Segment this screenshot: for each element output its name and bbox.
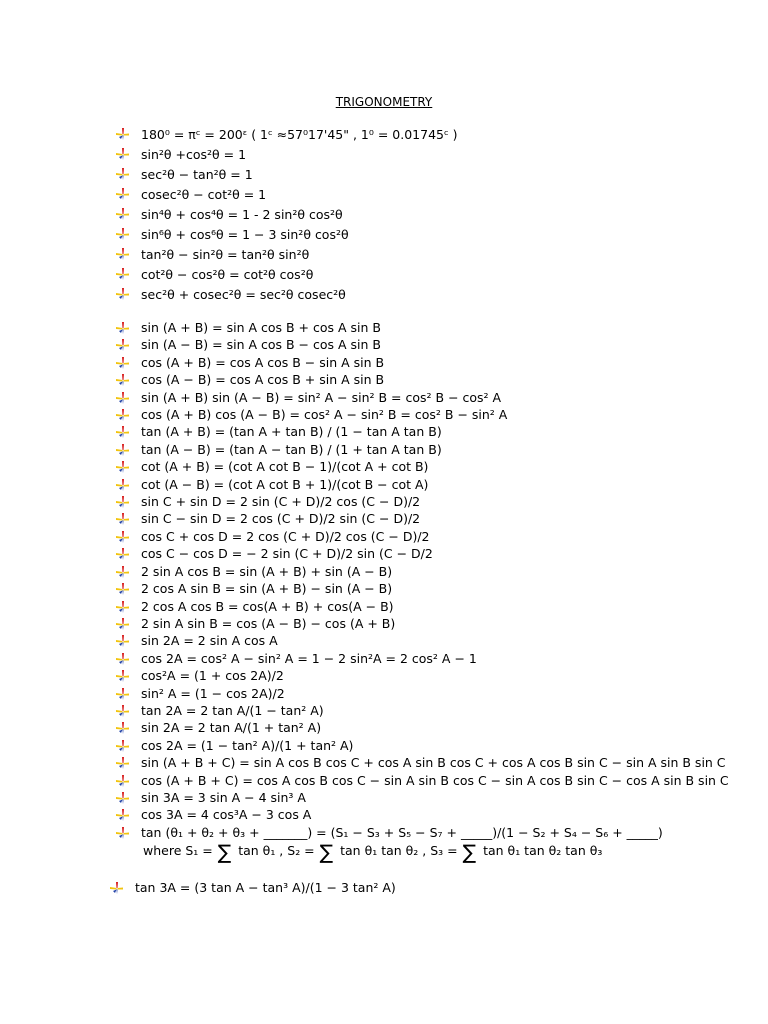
pushpin-bullet-icon xyxy=(116,635,129,647)
formula-text: sin 2A = 2 tan A/(1 + tan² A) xyxy=(141,720,322,736)
pushpin-bullet-icon xyxy=(116,670,129,682)
formula-text: sin² A = (1 − cos 2A)/2 xyxy=(141,685,285,701)
formula-text: tan²θ − sin²θ = tan²θ sin²θ xyxy=(141,247,310,262)
formula-item xyxy=(116,225,756,245)
pushpin-bullet-icon xyxy=(116,268,129,280)
formula-text: cos C + cos D = 2 cos (C + D)/2 cos (C − D)/2 xyxy=(141,528,430,544)
pushpin-bullet-icon xyxy=(116,566,129,578)
formula-item xyxy=(116,476,756,493)
formula-text: sec²θ − tan²θ = 1 xyxy=(141,167,253,182)
pushpin-bullet-icon xyxy=(116,128,129,140)
sigma-symbol: ∑ xyxy=(217,840,232,865)
pushpin-bullet-icon xyxy=(116,775,129,787)
where-text-2: tan θ₁ , S₂ = xyxy=(238,843,315,859)
formula-item xyxy=(116,754,756,771)
formula-item xyxy=(116,563,756,580)
formula-item xyxy=(116,772,756,789)
pushpin-bullet-icon xyxy=(116,705,129,717)
pushpin-bullet-icon xyxy=(116,248,129,260)
formula-item xyxy=(116,354,756,371)
formula-text: cos (A + B + C) = cos A cos B cos C − sin A sin B cos C − sin A cos B sin C − cos A sin B sin C xyxy=(141,772,729,788)
sigma-symbol: ∑ xyxy=(462,840,477,865)
where-text-3: tan θ₁ tan θ₂ , S₃ = xyxy=(340,843,458,859)
pushpin-bullet-icon xyxy=(116,653,129,665)
identities-group xyxy=(116,125,756,305)
pushpin-bullet-icon xyxy=(116,601,129,613)
formula-text: cot²θ − cos²θ = cot²θ cos²θ xyxy=(141,267,314,282)
pushpin-bullet-icon xyxy=(116,322,129,334)
formula-item xyxy=(116,406,756,423)
formula-item xyxy=(116,650,756,667)
formula-text: sin C + sin D = 2 sin (C + D)/2 cos (C − D)/2 xyxy=(141,494,421,510)
formula-text: tan (A − B) = (tan A − tan B) / (1 + tan A tan B) xyxy=(141,441,442,457)
formula-text: sin (A + B) sin (A − B) = sin² A − sin² B = cos² B − cos² A xyxy=(141,389,502,405)
pushpin-bullet-icon xyxy=(116,809,129,821)
formula-item xyxy=(116,702,756,719)
where-text-4: tan θ₁ tan θ₂ tan θ₃ xyxy=(483,843,603,859)
pushpin-bullet-icon xyxy=(116,357,129,369)
pushpin-bullet-icon xyxy=(116,208,129,220)
pushpin-bullet-icon xyxy=(116,461,129,473)
formula-item xyxy=(116,245,756,265)
formula-item xyxy=(116,615,756,632)
formula-text: cos 2A = (1 − tan² A)/(1 + tan² A) xyxy=(141,737,354,753)
pushpin-bullet-icon xyxy=(116,228,129,240)
pushpin-bullet-icon xyxy=(116,409,129,421)
formula-text: sin C − sin D = 2 cos (C + D)/2 sin (C − D)/2 xyxy=(141,511,421,527)
formula-item xyxy=(116,510,756,527)
formula-text: cos (A + B) cos (A − B) = cos² A − sin² B = cos² B − sin² A xyxy=(141,407,508,423)
formula-list xyxy=(116,125,756,865)
formula-text: tan (A + B) = (tan A + tan B) / (1 − tan A tan B) xyxy=(141,424,442,440)
formula-item xyxy=(116,580,756,597)
pushpin-bullet-icon xyxy=(116,583,129,595)
formula-text: 2 cos A sin B = sin (A + B) − sin (A − B) xyxy=(141,581,393,597)
pushpin-bullet-icon xyxy=(116,548,129,560)
pushpin-bullet-icon xyxy=(116,288,129,300)
formula-text: cos C − cos D = − 2 sin (C + D)/2 sin (C − D/2 xyxy=(141,546,433,562)
pushpin-bullet-icon xyxy=(116,513,129,525)
formula-text: sec²θ + cosec²θ = sec²θ cosec²θ xyxy=(141,287,346,302)
formula-text: tan 3A = (3 tan A − tan³ A)/(1 − 3 tan² A) xyxy=(135,880,396,895)
formula-text: cos (A + B) = cos A cos B − sin A sin B xyxy=(141,354,385,370)
formula-item xyxy=(116,737,756,754)
formula-text: 2 cos A cos B = cos(A + B) + cos(A − B) xyxy=(141,598,394,614)
formula-text: cos 3A = 4 cos³A − 3 cos A xyxy=(141,807,312,823)
formula-text: sin (A + B) = sin A cos B + cos A sin B xyxy=(141,320,381,335)
formula-item xyxy=(116,441,756,458)
formula-item xyxy=(116,265,756,285)
pushpin-bullet-icon xyxy=(116,188,129,200)
pushpin-bullet-icon xyxy=(116,148,129,160)
formula-item xyxy=(116,371,756,388)
formula-text: cos (A − B) = cos A cos B + sin A sin B xyxy=(141,372,385,388)
where-line xyxy=(116,840,756,865)
formula-item xyxy=(116,185,756,205)
formula-item xyxy=(116,528,756,545)
formula-text: cot (A − B) = (cot A cot B + 1)/(cot B − cot A) xyxy=(141,476,429,492)
formula-item xyxy=(116,493,756,510)
formula-item xyxy=(116,824,756,841)
sigma-symbol: ∑ xyxy=(319,840,334,865)
pushpin-bullet-icon xyxy=(116,496,129,508)
group-gap xyxy=(116,305,756,319)
pushpin-bullet-icon xyxy=(116,531,129,543)
pushpin-bullet-icon xyxy=(116,827,129,839)
pushpin-bullet-icon xyxy=(116,374,129,386)
formula-item xyxy=(116,667,756,684)
formula-item xyxy=(116,789,756,806)
pushpin-bullet-icon xyxy=(116,757,129,769)
formula-item xyxy=(116,423,756,440)
formula-item xyxy=(116,545,756,562)
formula-text: cot (A + B) = (cot A cot B − 1)/(cot A + cot B) xyxy=(141,459,429,475)
formula-text: sin (A − B) = sin A cos B − cos A sin B xyxy=(141,337,381,353)
formula-text: 2 sin A sin B = cos (A − B) − cos (A + B) xyxy=(141,615,396,631)
formula-text: cosec²θ − cot²θ = 1 xyxy=(141,187,267,202)
pushpin-bullet-icon xyxy=(116,618,129,630)
formula-text: sin 3A = 3 sin A − 4 sin³ A xyxy=(141,789,306,805)
where-text-1: where S₁ = xyxy=(143,843,213,859)
formula-item xyxy=(116,598,756,615)
pushpin-bullet-icon xyxy=(116,792,129,804)
pushpin-bullet-icon xyxy=(116,392,129,404)
pushpin-bullet-icon xyxy=(116,688,129,700)
formula-text: 2 sin A cos B = sin (A + B) + sin (A − B) xyxy=(141,563,393,579)
pushpin-bullet-icon xyxy=(116,444,129,456)
formula-item xyxy=(116,125,756,145)
formula-item xyxy=(116,336,756,353)
formula-text: sin 2A = 2 sin A cos A xyxy=(141,633,278,649)
formula-text: tan (θ₁ + θ₂ + θ₃ + _______) = (S₁ − S₃ + S₅ − S₇ + _____)/(1 − S₂ + S₄ − S₆ + _____) xyxy=(141,824,663,840)
page-title: TRIGONOMETRY xyxy=(335,95,433,109)
pushpin-bullet-icon xyxy=(110,882,123,894)
formula-item xyxy=(116,165,756,185)
formula-text: sin⁶θ + cos⁶θ = 1 − 3 sin²θ cos²θ xyxy=(141,227,349,242)
pushpin-bullet-icon xyxy=(116,740,129,752)
formula-text: 180⁰ = πᶜ = 200ᵋ ( 1ᶜ ≈57⁰17'45" , 1⁰ = 0.01745ᶜ ) xyxy=(141,127,458,142)
formula-item-tan-3a xyxy=(110,879,396,896)
formula-text: sin (A + B + C) = sin A cos B cos C + cos A sin B cos C + cos A cos B sin C − sin A sin B sin C xyxy=(141,755,726,771)
pushpin-bullet-icon xyxy=(116,426,129,438)
formula-item xyxy=(116,285,756,305)
formula-text: cos²A = (1 + cos 2A)/2 xyxy=(141,668,284,684)
formula-item xyxy=(116,389,756,406)
formula-item xyxy=(116,319,756,336)
formula-text: sin²θ +cos²θ = 1 xyxy=(141,147,247,162)
pushpin-bullet-icon xyxy=(116,722,129,734)
pushpin-bullet-icon xyxy=(116,168,129,180)
formula-item xyxy=(116,719,756,736)
formula-item xyxy=(116,685,756,702)
formula-text: cos 2A = cos² A − sin² A = 1 − 2 sin²A = 2 cos² A − 1 xyxy=(141,650,477,666)
formula-item xyxy=(116,145,756,165)
formula-item xyxy=(116,458,756,475)
compound-angle-group xyxy=(116,319,756,841)
formula-item xyxy=(116,632,756,649)
formula-text: tan 2A = 2 tan A/(1 − tan² A) xyxy=(141,702,324,718)
formula-item xyxy=(116,205,756,225)
pushpin-bullet-icon xyxy=(116,479,129,491)
pushpin-bullet-icon xyxy=(116,339,129,351)
formula-item xyxy=(116,806,756,823)
formula-text: sin⁴θ + cos⁴θ = 1 - 2 sin²θ cos²θ xyxy=(141,207,343,222)
